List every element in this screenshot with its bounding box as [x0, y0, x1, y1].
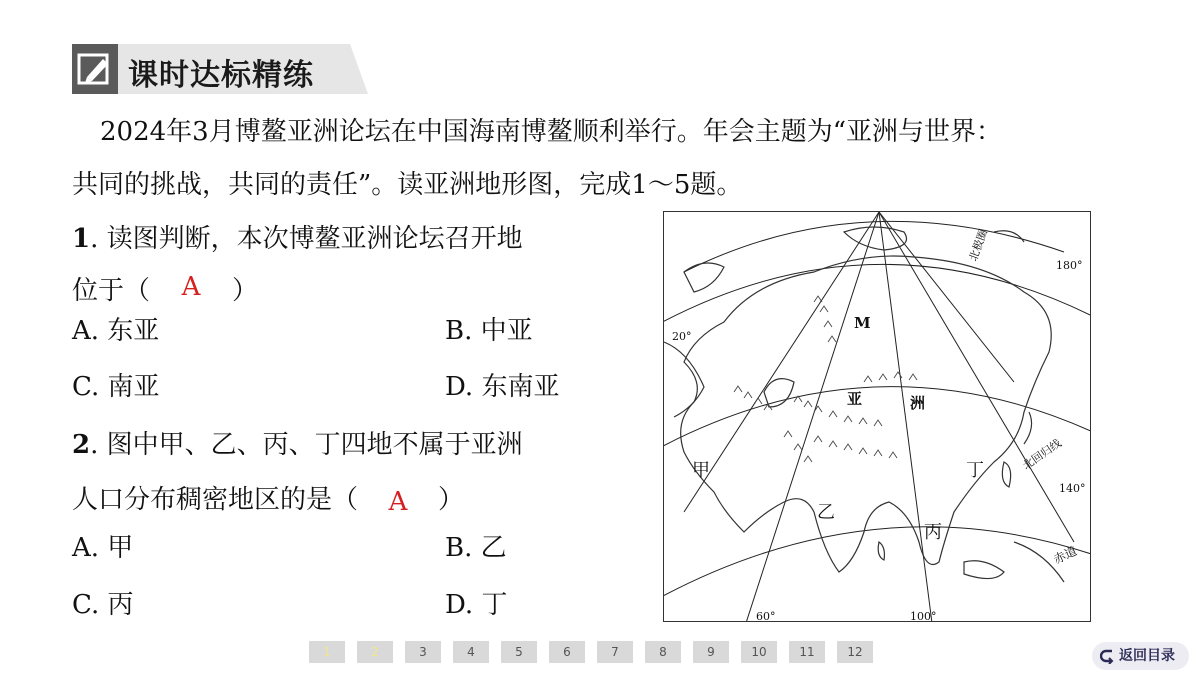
- map-label-M: M: [854, 314, 871, 332]
- page-button-7[interactable]: 7: [597, 641, 633, 663]
- question-1-option-b[interactable]: B. 中亚: [445, 316, 533, 346]
- page-button-10[interactable]: 10: [741, 641, 777, 663]
- map-label-lon180: 180°: [1056, 259, 1083, 272]
- intro-line-1: 2024年3月博鳌亚洲论坛在中国海南博鳌顺利举行。年会主题为“亚洲与世界：: [100, 117, 1003, 147]
- question-2-option-c[interactable]: C. 丙: [72, 590, 134, 620]
- question-2-paren-open: 人口分布稠密地区的是（: [72, 485, 359, 515]
- map-label-lon100: 100°: [910, 610, 937, 623]
- question-1-stem-line1: . 读图判断，本次博鳌亚洲论坛召开地: [90, 224, 523, 254]
- section-banner: [72, 44, 368, 94]
- asia-terrain-map: [663, 211, 1091, 622]
- map-label-lon60: 60°: [756, 610, 776, 623]
- map-label-lon140: 140°: [1059, 482, 1086, 495]
- map-label-ding: 丁: [966, 460, 984, 481]
- intro-line-2: 共同的挑战，共同的责任”。读亚洲地形图，完成1～5题。: [72, 170, 743, 200]
- page-button-3[interactable]: 3: [405, 641, 441, 663]
- question-2-paren-close: ）: [438, 485, 465, 515]
- back-button-label: 返回目录: [1119, 648, 1175, 664]
- page-button-1[interactable]: 1: [309, 641, 345, 663]
- map-label-equator: 赤道: [1051, 543, 1080, 567]
- question-2-option-b[interactable]: B. 乙: [445, 533, 507, 563]
- page-button-2[interactable]: 2: [357, 641, 393, 663]
- question-2-stem: [72, 430, 523, 460]
- page-button-12[interactable]: 12: [837, 641, 873, 663]
- question-2-number: 2: [72, 430, 91, 460]
- page-button-4[interactable]: 4: [453, 641, 489, 663]
- map-label-asia-a: 亚: [847, 390, 863, 408]
- return-arrow-icon: [1100, 648, 1116, 664]
- map-label-jia: 甲: [692, 460, 710, 481]
- map-label-tropic: 北回归线: [1020, 436, 1064, 473]
- page-button-11[interactable]: 11: [789, 641, 825, 663]
- back-to-contents-button[interactable]: [1092, 642, 1189, 670]
- question-2-stem-line2: [72, 485, 464, 515]
- question-1-answer: A: [181, 272, 201, 302]
- section-title: 课时达标精练: [128, 58, 314, 93]
- question-2-answer: A: [388, 487, 408, 517]
- question-1-stem: [72, 224, 523, 254]
- page-button-9[interactable]: 9: [693, 641, 729, 663]
- question-2-option-d[interactable]: D. 丁: [445, 590, 508, 620]
- question-1-option-a[interactable]: A. 东亚: [72, 316, 160, 346]
- question-2-option-a[interactable]: A. 甲: [72, 533, 134, 563]
- map-label-yi: 乙: [817, 502, 835, 523]
- question-1-option-d[interactable]: D. 东南亚: [445, 372, 560, 402]
- equator-line: [664, 527, 1091, 612]
- page-button-8[interactable]: 8: [645, 641, 681, 663]
- map-label-bing: 丙: [924, 522, 942, 543]
- question-1-option-c[interactable]: C. 南亚: [72, 372, 160, 402]
- map-label-lon20: 20°: [672, 330, 692, 343]
- question-1-stem-line2: [72, 272, 259, 306]
- page-button-5[interactable]: 5: [501, 641, 537, 663]
- question-1-number: 1: [72, 224, 91, 254]
- pencil-edit-icon: [75, 49, 115, 89]
- question-2-stem-line1: . 图中甲、乙、丙、丁四地不属于亚洲: [90, 430, 523, 460]
- map-label-arctic: 北极圈: [966, 227, 991, 264]
- map-label-asia-b: 洲: [910, 394, 926, 412]
- map-drawing: [664, 212, 1091, 622]
- question-1-paren-close: ）: [232, 276, 259, 306]
- question-1-paren-open: 位于（: [72, 276, 151, 306]
- page-button-6[interactable]: 6: [549, 641, 585, 663]
